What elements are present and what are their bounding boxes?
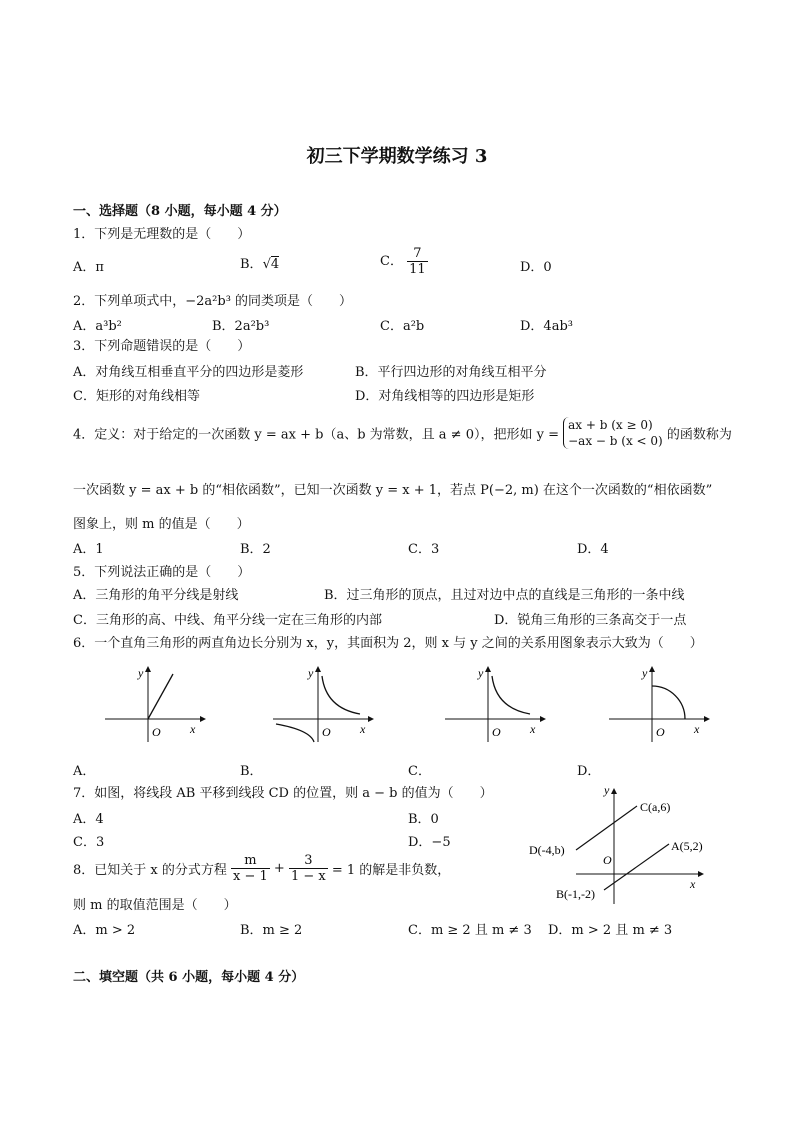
q8-line-2: 则 m 的取值范围是（ ） — [73, 898, 237, 913]
q4-option-d: D．4 — [577, 542, 609, 557]
q7-figure — [526, 782, 716, 907]
q4-case-2: −ax − b (x < 0) — [568, 434, 663, 448]
q4-case-1: ax + b (x ≥ 0) — [568, 418, 653, 432]
q6b-origin-label: O — [322, 725, 331, 739]
q1-option-c-prefix: C． — [380, 254, 403, 269]
q8-option-a: A．m > 2 — [73, 923, 136, 938]
q5-option-a: A．三角形的角平分线是射线 — [73, 588, 239, 603]
q6a-y-label: y — [138, 666, 144, 680]
q6-option-d: D． — [577, 764, 601, 779]
q2-option-b: B．2a²b³ — [212, 319, 270, 334]
q7-origin-label: O — [603, 853, 612, 867]
q3-option-a: A．对角线互相垂直平分的四边形是菱形 — [73, 365, 304, 380]
section-heading-fill: 二、填空题（共 6 小题，每小题 4 分） — [73, 970, 305, 985]
q6-graph-d — [604, 664, 714, 744]
q1-stem: 1．下列是无理数的是（ ） — [73, 227, 251, 242]
q4-option-b: B．2 — [240, 542, 271, 557]
q1-option-b — [240, 253, 279, 272]
section-heading-choice: 一、选择题（8 小题，每小题 4 分） — [73, 204, 287, 219]
q3-option-b: B．平行四边形的对角线互相平分 — [355, 365, 547, 380]
q5-stem: 5．下列说法正确的是（ ） — [73, 565, 251, 580]
q8-fraction-1-denominator: x − 1 — [233, 869, 268, 884]
q2-option-d: D．4ab³ — [520, 319, 573, 334]
q7-point-c-label: C(a,6) — [640, 800, 671, 814]
q6-stem: 6．一个直角三角形的两直角边长分别为 x，y，其面积为 2，则 x 与 y 之间的关系用图象表示大致为（ ） — [73, 636, 703, 651]
q1-option-c — [380, 246, 428, 277]
q7-option-b: B．0 — [408, 812, 439, 827]
q4-piecewise — [563, 417, 663, 449]
page-title: 初三下学期数学练习 3 — [306, 146, 488, 167]
q1-option-c-fraction — [407, 246, 428, 277]
q6d-x-label: x — [694, 722, 700, 736]
q6a-origin-label: O — [152, 725, 161, 739]
q7-option-a: A．4 — [73, 812, 104, 827]
q8-fraction-1-numerator: m — [231, 853, 270, 869]
q6-graph-b — [268, 664, 378, 744]
sqrt-sign-icon: √ — [262, 257, 271, 272]
q6c-origin-label: O — [492, 725, 501, 739]
q7-option-d: D．−5 — [408, 835, 451, 850]
q6-option-a: A． — [73, 764, 96, 779]
q1-option-c-numerator: 7 — [407, 246, 428, 262]
q4-line-1 — [73, 417, 732, 449]
q8-stem — [73, 853, 450, 884]
q3-stem: 3．下列命题错误的是（ ） — [73, 339, 251, 354]
q8-fraction-2-denominator: 1 − x — [290, 869, 326, 884]
q6b-y-label: y — [308, 666, 314, 680]
q8-stem-end: = 1 的解是非负数， — [331, 863, 451, 878]
q8-option-d: D．m > 2 且 m ≠ 3 — [548, 923, 673, 938]
q6d-y-label: y — [642, 666, 648, 680]
q6b-x-label: x — [360, 722, 366, 736]
q4-line-1-end: 的函数称为 — [666, 427, 732, 443]
q5-option-b: B．过三角形的顶点，且过对边中点的直线是三角形的一条中线 — [324, 588, 685, 603]
q8-plus: + — [273, 861, 285, 876]
q8-fraction-1 — [231, 853, 270, 884]
q4-option-c: C．3 — [408, 542, 440, 557]
q6c-x-label: x — [530, 722, 536, 736]
q2-option-a: A．a³b² — [73, 319, 122, 334]
q7-point-a-label: A(5,2) — [671, 839, 703, 853]
q8-fraction-2 — [289, 853, 328, 884]
q6a-x-label: x — [190, 722, 196, 736]
q4-option-a: A．1 — [73, 542, 104, 557]
q7-option-c: C．3 — [73, 835, 105, 850]
q1-option-d: D．0 — [520, 260, 552, 275]
q1-option-b-prefix: B． — [240, 257, 263, 272]
q1-option-b-radicand: 4 — [270, 257, 280, 272]
q4-line-3: 图象上，则 m 的值是（ ） — [73, 517, 250, 532]
q7-stem: 7．如图，将线段 AB 平移到线段 CD 的位置，则 a − b 的值为（ ） — [73, 786, 493, 801]
q8-stem-start: 8．已知关于 x 的分式方程 — [73, 863, 227, 878]
q7-point-d-label: D(-4,b) — [529, 843, 565, 857]
q4-line-1-start: 4．定义：对于给定的一次函数 y = ax + b（a、b 为常数，且 a ≠ 0），把形如 y = — [73, 427, 559, 443]
q6-graph-c — [440, 664, 550, 744]
q8-fraction-2-numerator: 3 — [289, 853, 328, 869]
q7-x-label: x — [690, 877, 696, 891]
q2-stem: 2．下列单项式中，−2a²b³ 的同类项是（ ） — [73, 294, 353, 309]
q2-option-c: C．a²b — [380, 319, 425, 334]
q1-option-a: A．π — [73, 260, 104, 275]
q6d-origin-label: O — [656, 725, 665, 739]
q7-point-b-label: B(-1,-2) — [556, 887, 595, 901]
q6-option-b: B． — [240, 764, 263, 779]
q8-option-c: C．m ≥ 2 且 m ≠ 3 — [408, 923, 532, 938]
q5-option-d: D．锐角三角形的三条高交于一点 — [494, 613, 687, 628]
q5-option-c: C．三角形的高、中线、角平分线一定在三角形的内部 — [73, 613, 382, 628]
q3-option-c: C．矩形的对角线相等 — [73, 389, 200, 404]
q3-option-d: D．对角线相等的四边形是矩形 — [355, 389, 535, 404]
q7-y-label: y — [604, 783, 610, 797]
q6c-y-label: y — [478, 666, 484, 680]
q8-option-b: B．m ≥ 2 — [240, 923, 303, 938]
q6-graph-a — [100, 664, 210, 744]
q1-option-c-denominator: 11 — [409, 262, 426, 277]
q6-option-c: C． — [408, 764, 431, 779]
q4-line-2: 一次函数 y = ax + b 的“相依函数”，已知一次函数 y = x + 1，若点 P(−2, m) 在这个一次函数的“相依函数” — [73, 483, 713, 498]
